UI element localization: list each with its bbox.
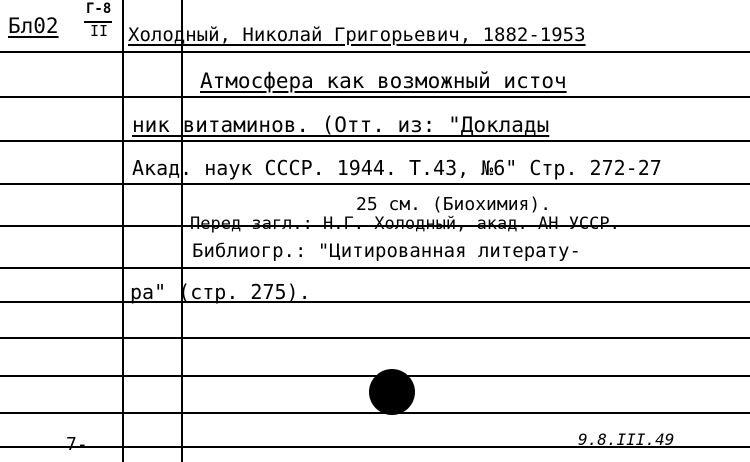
- ruled-line: [0, 51, 750, 53]
- ruled-line: [0, 301, 750, 303]
- ruled-line: [0, 96, 750, 98]
- note-line-2: Библиогр.: "Цитированная литерату-: [192, 240, 581, 262]
- ruled-line: [0, 412, 750, 414]
- bottom-right-date: 9.8.III.49: [578, 430, 675, 449]
- fraction-bottom: II: [90, 22, 109, 40]
- fraction-top: Г-8: [86, 1, 112, 17]
- ruled-line: [0, 267, 750, 269]
- title-line-3: Акад. наук СССР. 1944. Т.43, №6" Стр. 272-27: [132, 156, 662, 180]
- shelfmark: Бл02: [8, 14, 59, 38]
- note-line-1: Перед загл.: Н.Г. Холодный, акад. АН УССР.: [190, 214, 620, 234]
- punch-hole: [369, 369, 415, 415]
- bottom-left-mark: 7-: [66, 434, 88, 455]
- margin-line-right: [181, 0, 183, 462]
- margin-line-left: [122, 0, 124, 462]
- dimensions-line: 25 см. (Биохимия).: [356, 194, 552, 215]
- ruled-line: [0, 183, 750, 185]
- title-line-2: ник витаминов. (Отт. из: "Доклады: [132, 113, 550, 137]
- ruled-line: [0, 140, 750, 142]
- ruled-line: [0, 337, 750, 339]
- author-heading: Холодный, Николай Григорьевич, 1882-1953: [128, 24, 586, 46]
- note-line-3: ра" (стр. 275).: [130, 280, 311, 304]
- title-line-1: Атмосфера как возможный источ: [200, 69, 567, 93]
